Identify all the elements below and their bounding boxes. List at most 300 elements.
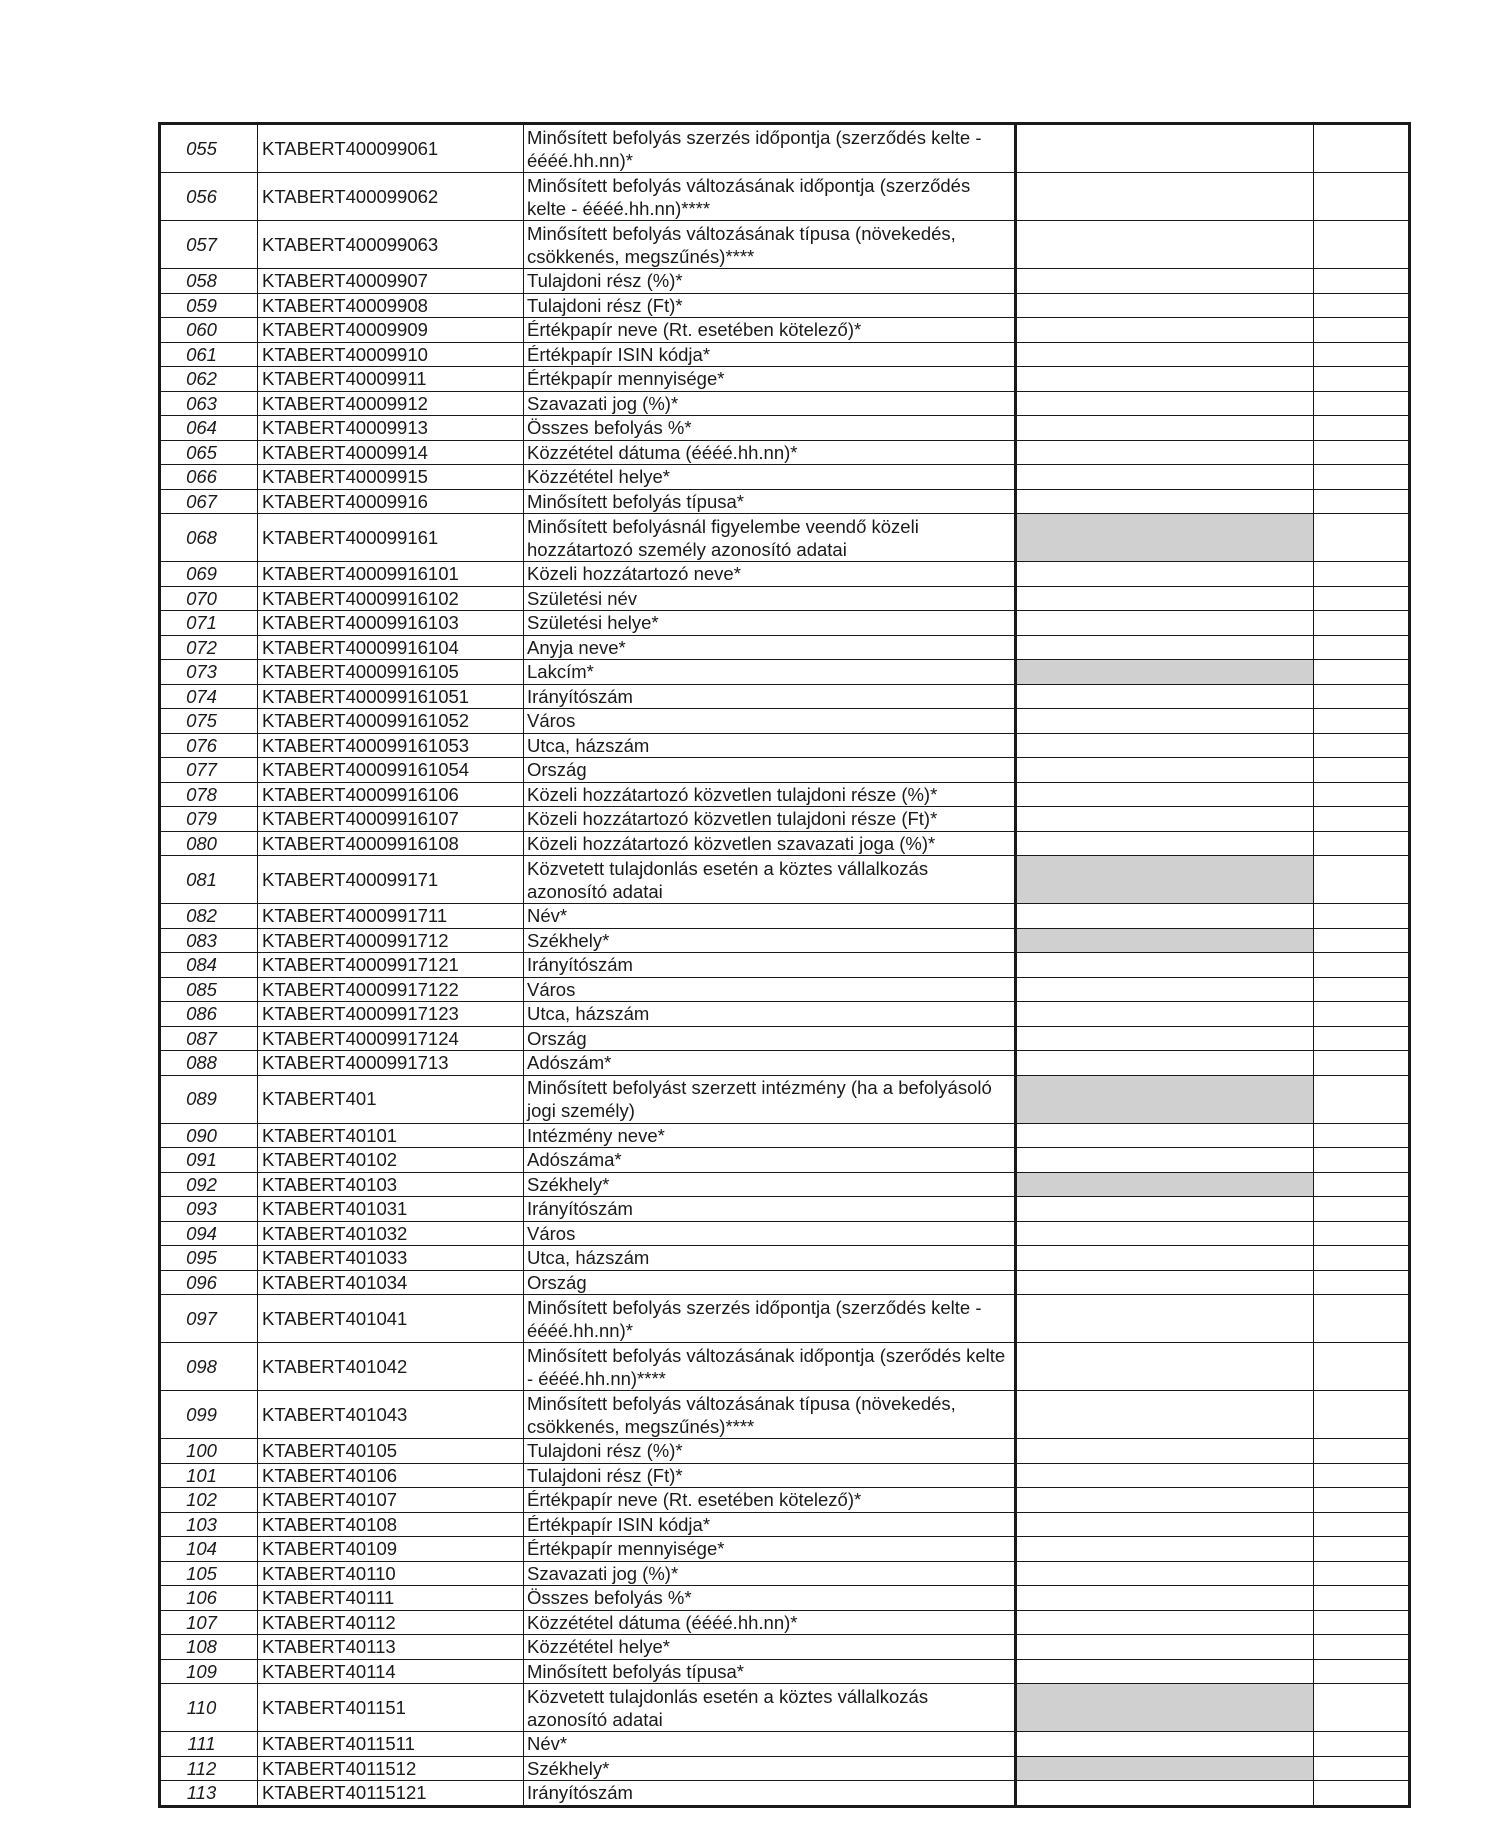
row-number: 088 bbox=[160, 1051, 258, 1076]
value-cell[interactable] bbox=[1016, 1512, 1314, 1537]
extra-cell[interactable] bbox=[1314, 1610, 1410, 1635]
row-number: 060 bbox=[160, 318, 258, 343]
value-cell[interactable] bbox=[1016, 684, 1314, 709]
row-number: 104 bbox=[160, 1537, 258, 1562]
table-row bbox=[160, 831, 1410, 856]
extra-cell[interactable] bbox=[1314, 1512, 1410, 1537]
field-description: Utca, házszám bbox=[524, 1002, 1016, 1027]
field-description: Minősített befolyás változásának időpontja (szerődés kelte - éééé.hh.nn)**** bbox=[524, 1343, 1016, 1391]
field-code: KTABERT40103 bbox=[258, 1172, 524, 1197]
extra-cell[interactable] bbox=[1314, 904, 1410, 929]
table-row bbox=[160, 660, 1410, 685]
value-cell[interactable] bbox=[1016, 977, 1314, 1002]
table-row bbox=[160, 1488, 1410, 1513]
row-number: 057 bbox=[160, 221, 258, 269]
row-number: 075 bbox=[160, 709, 258, 734]
value-cell[interactable] bbox=[1016, 1684, 1314, 1732]
extra-cell[interactable] bbox=[1314, 1026, 1410, 1051]
row-number: 082 bbox=[160, 904, 258, 929]
field-description: Minősített befolyás változásának típusa (növekedés, csökkenés, megszűnés)**** bbox=[524, 1391, 1016, 1439]
value-cell[interactable] bbox=[1016, 221, 1314, 269]
field-code: KTABERT4011511 bbox=[258, 1732, 524, 1757]
extra-cell[interactable] bbox=[1314, 562, 1410, 587]
table-row bbox=[160, 1123, 1410, 1148]
field-code: KTABERT401031 bbox=[258, 1197, 524, 1222]
field-code: KTABERT401042 bbox=[258, 1343, 524, 1391]
table-row bbox=[160, 1051, 1410, 1076]
extra-cell[interactable] bbox=[1314, 293, 1410, 318]
table-row bbox=[160, 1732, 1410, 1757]
row-number: 056 bbox=[160, 173, 258, 221]
row-number: 101 bbox=[160, 1463, 258, 1488]
value-cell[interactable] bbox=[1016, 1148, 1314, 1173]
table-row bbox=[160, 416, 1410, 441]
extra-cell[interactable] bbox=[1314, 807, 1410, 832]
extra-cell[interactable] bbox=[1314, 318, 1410, 343]
extra-cell[interactable] bbox=[1314, 416, 1410, 441]
extra-cell[interactable] bbox=[1314, 465, 1410, 490]
field-description: Név* bbox=[524, 904, 1016, 929]
field-description: Anyja neve* bbox=[524, 635, 1016, 660]
row-number: 062 bbox=[160, 367, 258, 392]
field-code: KTABERT401032 bbox=[258, 1221, 524, 1246]
field-description: Minősített befolyásnál figyelembe veendő közeli hozzátartozó személy azonosító adatai bbox=[524, 514, 1016, 562]
value-cell[interactable] bbox=[1016, 1756, 1314, 1781]
extra-cell[interactable] bbox=[1314, 1270, 1410, 1295]
value-cell[interactable] bbox=[1016, 807, 1314, 832]
value-cell[interactable] bbox=[1016, 1270, 1314, 1295]
extra-cell[interactable] bbox=[1314, 1781, 1410, 1807]
value-cell[interactable] bbox=[1016, 1123, 1314, 1148]
table-row bbox=[160, 514, 1410, 562]
field-description: Adószám* bbox=[524, 1051, 1016, 1076]
row-number: 067 bbox=[160, 489, 258, 514]
value-cell[interactable] bbox=[1016, 416, 1314, 441]
table-row bbox=[160, 367, 1410, 392]
field-code: KTABERT40114 bbox=[258, 1659, 524, 1684]
row-number: 090 bbox=[160, 1123, 258, 1148]
field-description: Tulajdoni rész (Ft)* bbox=[524, 293, 1016, 318]
value-cell[interactable] bbox=[1016, 1075, 1314, 1123]
row-number: 093 bbox=[160, 1197, 258, 1222]
value-cell[interactable] bbox=[1016, 1197, 1314, 1222]
row-number: 102 bbox=[160, 1488, 258, 1513]
row-number: 099 bbox=[160, 1391, 258, 1439]
extra-cell[interactable] bbox=[1314, 635, 1410, 660]
extra-cell[interactable] bbox=[1314, 342, 1410, 367]
extra-cell[interactable] bbox=[1314, 124, 1410, 173]
table-row bbox=[160, 1172, 1410, 1197]
row-number: 080 bbox=[160, 831, 258, 856]
table-row bbox=[160, 489, 1410, 514]
table-row bbox=[160, 1343, 1410, 1391]
field-code: KTABERT40109 bbox=[258, 1537, 524, 1562]
value-cell[interactable] bbox=[1016, 342, 1314, 367]
field-code: KTABERT40009916108 bbox=[258, 831, 524, 856]
row-number: 085 bbox=[160, 977, 258, 1002]
value-cell[interactable] bbox=[1016, 1295, 1314, 1343]
extra-cell[interactable] bbox=[1314, 856, 1410, 904]
field-code: KTABERT40101 bbox=[258, 1123, 524, 1148]
table-row bbox=[160, 173, 1410, 221]
field-code: KTABERT40009910 bbox=[258, 342, 524, 367]
extra-cell[interactable] bbox=[1314, 758, 1410, 783]
table-row bbox=[160, 684, 1410, 709]
field-description: Szavazati jog (%)* bbox=[524, 391, 1016, 416]
table-row bbox=[160, 1221, 1410, 1246]
table-row bbox=[160, 928, 1410, 953]
value-cell[interactable] bbox=[1016, 1659, 1314, 1684]
row-number: 092 bbox=[160, 1172, 258, 1197]
value-cell[interactable] bbox=[1016, 367, 1314, 392]
value-cell[interactable] bbox=[1016, 318, 1314, 343]
extra-cell[interactable] bbox=[1314, 173, 1410, 221]
value-cell[interactable] bbox=[1016, 1635, 1314, 1660]
value-cell[interactable] bbox=[1016, 173, 1314, 221]
table-body bbox=[160, 124, 1410, 1807]
extra-cell[interactable] bbox=[1314, 269, 1410, 294]
value-cell[interactable] bbox=[1016, 928, 1314, 953]
field-code: KTABERT4000991711 bbox=[258, 904, 524, 929]
extra-cell[interactable] bbox=[1314, 440, 1410, 465]
field-description: Irányítószám bbox=[524, 953, 1016, 978]
extra-cell[interactable] bbox=[1314, 367, 1410, 392]
extra-cell[interactable] bbox=[1314, 977, 1410, 1002]
extra-cell[interactable] bbox=[1314, 1463, 1410, 1488]
extra-cell[interactable] bbox=[1314, 1391, 1410, 1439]
field-code: KTABERT400099161054 bbox=[258, 758, 524, 783]
table-row bbox=[160, 904, 1410, 929]
extra-cell[interactable] bbox=[1314, 611, 1410, 636]
value-cell[interactable] bbox=[1016, 1610, 1314, 1635]
row-number: 081 bbox=[160, 856, 258, 904]
value-cell[interactable] bbox=[1016, 782, 1314, 807]
field-code: KTABERT40009913 bbox=[258, 416, 524, 441]
row-number: 113 bbox=[160, 1781, 258, 1807]
extra-cell[interactable] bbox=[1314, 1123, 1410, 1148]
extra-cell[interactable] bbox=[1314, 733, 1410, 758]
value-cell[interactable] bbox=[1016, 831, 1314, 856]
field-description: Értékpapír ISIN kódja* bbox=[524, 342, 1016, 367]
value-cell[interactable] bbox=[1016, 586, 1314, 611]
field-code: KTABERT40009916106 bbox=[258, 782, 524, 807]
table-row bbox=[160, 1270, 1410, 1295]
extra-cell[interactable] bbox=[1314, 1148, 1410, 1173]
table-row bbox=[160, 1391, 1410, 1439]
value-cell[interactable] bbox=[1016, 660, 1314, 685]
field-code: KTABERT40106 bbox=[258, 1463, 524, 1488]
table-row bbox=[160, 611, 1410, 636]
extra-cell[interactable] bbox=[1314, 782, 1410, 807]
row-number: 063 bbox=[160, 391, 258, 416]
table-row bbox=[160, 562, 1410, 587]
table-row bbox=[160, 342, 1410, 367]
table-row bbox=[160, 1659, 1410, 1684]
table-row bbox=[160, 709, 1410, 734]
field-code: KTABERT40009917122 bbox=[258, 977, 524, 1002]
value-cell[interactable] bbox=[1016, 440, 1314, 465]
extra-cell[interactable] bbox=[1314, 1051, 1410, 1076]
extra-cell[interactable] bbox=[1314, 1561, 1410, 1586]
field-description: Minősített befolyás változásának időpontja (szerződés kelte - éééé.hh.nn)**** bbox=[524, 173, 1016, 221]
field-description: Név* bbox=[524, 1732, 1016, 1757]
value-cell[interactable] bbox=[1016, 465, 1314, 490]
field-code: KTABERT401041 bbox=[258, 1295, 524, 1343]
extra-cell[interactable] bbox=[1314, 1635, 1410, 1660]
extra-cell[interactable] bbox=[1314, 1221, 1410, 1246]
field-description: Székhely* bbox=[524, 928, 1016, 953]
row-number: 112 bbox=[160, 1756, 258, 1781]
value-cell[interactable] bbox=[1016, 269, 1314, 294]
field-code: KTABERT40115121 bbox=[258, 1781, 524, 1807]
table-row bbox=[160, 1002, 1410, 1027]
table-row bbox=[160, 782, 1410, 807]
extra-cell[interactable] bbox=[1314, 391, 1410, 416]
field-description: Közzététel helye* bbox=[524, 465, 1016, 490]
value-cell[interactable] bbox=[1016, 514, 1314, 562]
value-cell[interactable] bbox=[1016, 1586, 1314, 1611]
field-code: KTABERT401034 bbox=[258, 1270, 524, 1295]
value-cell[interactable] bbox=[1016, 1439, 1314, 1464]
field-description: Város bbox=[524, 977, 1016, 1002]
value-cell[interactable] bbox=[1016, 562, 1314, 587]
field-code: KTABERT40009916103 bbox=[258, 611, 524, 636]
row-number: 110 bbox=[160, 1684, 258, 1732]
value-cell[interactable] bbox=[1016, 953, 1314, 978]
extra-cell[interactable] bbox=[1314, 1002, 1410, 1027]
row-number: 111 bbox=[160, 1732, 258, 1757]
field-description: Közzététel dátuma (éééé.hh.nn)* bbox=[524, 1610, 1016, 1635]
table-row bbox=[160, 293, 1410, 318]
field-description: Tulajdoni rész (%)* bbox=[524, 269, 1016, 294]
extra-cell[interactable] bbox=[1314, 1439, 1410, 1464]
table-row bbox=[160, 1635, 1410, 1660]
table-row bbox=[160, 1026, 1410, 1051]
extra-cell[interactable] bbox=[1314, 1537, 1410, 1562]
table-row bbox=[160, 1781, 1410, 1807]
extra-cell[interactable] bbox=[1314, 1684, 1410, 1732]
value-cell[interactable] bbox=[1016, 1002, 1314, 1027]
field-code: KTABERT40009908 bbox=[258, 293, 524, 318]
extra-cell[interactable] bbox=[1314, 1246, 1410, 1271]
table-row bbox=[160, 807, 1410, 832]
extra-cell[interactable] bbox=[1314, 1075, 1410, 1123]
row-number: 095 bbox=[160, 1246, 258, 1271]
field-description: Értékpapír ISIN kódja* bbox=[524, 1512, 1016, 1537]
value-cell[interactable] bbox=[1016, 124, 1314, 173]
field-code: KTABERT400099171 bbox=[258, 856, 524, 904]
field-description: Születési név bbox=[524, 586, 1016, 611]
field-code: KTABERT40009907 bbox=[258, 269, 524, 294]
extra-cell[interactable] bbox=[1314, 953, 1410, 978]
table-row bbox=[160, 1075, 1410, 1123]
field-description: Intézmény neve* bbox=[524, 1123, 1016, 1148]
table-row bbox=[160, 1197, 1410, 1222]
value-cell[interactable] bbox=[1016, 1781, 1314, 1807]
row-number: 076 bbox=[160, 733, 258, 758]
row-number: 055 bbox=[160, 124, 258, 173]
field-description: Közeli hozzátartozó közvetlen tulajdoni része (Ft)* bbox=[524, 807, 1016, 832]
field-description: Utca, házszám bbox=[524, 733, 1016, 758]
field-description: Ország bbox=[524, 1026, 1016, 1051]
value-cell[interactable] bbox=[1016, 293, 1314, 318]
extra-cell[interactable] bbox=[1314, 709, 1410, 734]
field-code: KTABERT400099161051 bbox=[258, 684, 524, 709]
extra-cell[interactable] bbox=[1314, 660, 1410, 685]
field-description: Ország bbox=[524, 1270, 1016, 1295]
row-number: 083 bbox=[160, 928, 258, 953]
table-row bbox=[160, 1512, 1410, 1537]
field-description: Közzététel dátuma (éééé.hh.nn)* bbox=[524, 440, 1016, 465]
value-cell[interactable] bbox=[1016, 1221, 1314, 1246]
value-cell[interactable] bbox=[1016, 1561, 1314, 1586]
table-row bbox=[160, 733, 1410, 758]
table-row bbox=[160, 1295, 1410, 1343]
row-number: 074 bbox=[160, 684, 258, 709]
field-code: KTABERT401 bbox=[258, 1075, 524, 1123]
extra-cell[interactable] bbox=[1314, 1732, 1410, 1757]
field-description: Minősített befolyás típusa* bbox=[524, 1659, 1016, 1684]
extra-cell[interactable] bbox=[1314, 586, 1410, 611]
field-description: Irányítószám bbox=[524, 684, 1016, 709]
field-description: Irányítószám bbox=[524, 1197, 1016, 1222]
table-row bbox=[160, 953, 1410, 978]
value-cell[interactable] bbox=[1016, 1246, 1314, 1271]
value-cell[interactable] bbox=[1016, 1026, 1314, 1051]
value-cell[interactable] bbox=[1016, 489, 1314, 514]
value-cell[interactable] bbox=[1016, 1172, 1314, 1197]
value-cell[interactable] bbox=[1016, 611, 1314, 636]
row-number: 078 bbox=[160, 782, 258, 807]
field-description: Értékpapír mennyisége* bbox=[524, 367, 1016, 392]
table-row bbox=[160, 635, 1410, 660]
field-description: Utca, házszám bbox=[524, 1246, 1016, 1271]
extra-cell[interactable] bbox=[1314, 684, 1410, 709]
field-code: KTABERT400099161052 bbox=[258, 709, 524, 734]
row-number: 068 bbox=[160, 514, 258, 562]
row-number: 084 bbox=[160, 953, 258, 978]
row-number: 071 bbox=[160, 611, 258, 636]
extra-cell[interactable] bbox=[1314, 928, 1410, 953]
value-cell[interactable] bbox=[1016, 709, 1314, 734]
table-row bbox=[160, 221, 1410, 269]
field-description: Székhely* bbox=[524, 1756, 1016, 1781]
field-code: KTABERT40105 bbox=[258, 1439, 524, 1464]
value-cell[interactable] bbox=[1016, 1051, 1314, 1076]
extra-cell[interactable] bbox=[1314, 514, 1410, 562]
extra-cell[interactable] bbox=[1314, 221, 1410, 269]
field-description: Minősített befolyás szerzés időpontja (szerződés kelte - éééé.hh.nn)* bbox=[524, 1295, 1016, 1343]
row-number: 091 bbox=[160, 1148, 258, 1173]
field-code: KTABERT40113 bbox=[258, 1635, 524, 1660]
field-code: KTABERT401043 bbox=[258, 1391, 524, 1439]
field-description: Lakcím* bbox=[524, 660, 1016, 685]
extra-cell[interactable] bbox=[1314, 1659, 1410, 1684]
data-sheet-table bbox=[158, 122, 1411, 1808]
extra-cell[interactable] bbox=[1314, 1488, 1410, 1513]
field-code: KTABERT401033 bbox=[258, 1246, 524, 1271]
field-code: KTABERT40009916107 bbox=[258, 807, 524, 832]
value-cell[interactable] bbox=[1016, 635, 1314, 660]
table-row bbox=[160, 1246, 1410, 1271]
row-number: 108 bbox=[160, 1635, 258, 1660]
field-code: KTABERT40009911 bbox=[258, 367, 524, 392]
field-code: KTABERT40009916 bbox=[258, 489, 524, 514]
row-number: 106 bbox=[160, 1586, 258, 1611]
field-code: KTABERT40009917123 bbox=[258, 1002, 524, 1027]
extra-cell[interactable] bbox=[1314, 831, 1410, 856]
field-description: Minősített befolyást szerzett intézmény (ha a befolyásoló jogi személy) bbox=[524, 1075, 1016, 1123]
value-cell[interactable] bbox=[1016, 1343, 1314, 1391]
row-number: 086 bbox=[160, 1002, 258, 1027]
table-row bbox=[160, 758, 1410, 783]
field-code: KTABERT40009916105 bbox=[258, 660, 524, 685]
row-number: 061 bbox=[160, 342, 258, 367]
row-number: 059 bbox=[160, 293, 258, 318]
field-description: Tulajdoni rész (%)* bbox=[524, 1439, 1016, 1464]
extra-cell[interactable] bbox=[1314, 1197, 1410, 1222]
field-code: KTABERT4000991713 bbox=[258, 1051, 524, 1076]
field-code: KTABERT40009916101 bbox=[258, 562, 524, 587]
field-code: KTABERT400099061 bbox=[258, 124, 524, 173]
field-description: Összes befolyás %* bbox=[524, 416, 1016, 441]
extra-cell[interactable] bbox=[1314, 1172, 1410, 1197]
field-description: Minősített befolyás szerzés időpontja (szerződés kelte - éééé.hh.nn)* bbox=[524, 124, 1016, 173]
field-description: Közvetett tulajdonlás esetén a köztes vállalkozás azonosító adatai bbox=[524, 856, 1016, 904]
value-cell[interactable] bbox=[1016, 1537, 1314, 1562]
field-description: Összes befolyás %* bbox=[524, 1586, 1016, 1611]
extra-cell[interactable] bbox=[1314, 1343, 1410, 1391]
row-number: 100 bbox=[160, 1439, 258, 1464]
table-row bbox=[160, 1684, 1410, 1732]
row-number: 079 bbox=[160, 807, 258, 832]
field-description: Értékpapír mennyisége* bbox=[524, 1537, 1016, 1562]
value-cell[interactable] bbox=[1016, 1391, 1314, 1439]
field-code: KTABERT400099161 bbox=[258, 514, 524, 562]
row-number: 096 bbox=[160, 1270, 258, 1295]
row-number: 105 bbox=[160, 1561, 258, 1586]
value-cell[interactable] bbox=[1016, 1732, 1314, 1757]
field-code: KTABERT40009915 bbox=[258, 465, 524, 490]
field-description: Minősített befolyás típusa* bbox=[524, 489, 1016, 514]
field-code: KTABERT400099063 bbox=[258, 221, 524, 269]
field-description: Közeli hozzátartozó közvetlen szavazati joga (%)* bbox=[524, 831, 1016, 856]
value-cell[interactable] bbox=[1016, 856, 1314, 904]
value-cell[interactable] bbox=[1016, 1463, 1314, 1488]
table-row bbox=[160, 977, 1410, 1002]
value-cell[interactable] bbox=[1016, 758, 1314, 783]
row-number: 070 bbox=[160, 586, 258, 611]
extra-cell[interactable] bbox=[1314, 1756, 1410, 1781]
extra-cell[interactable] bbox=[1314, 1586, 1410, 1611]
row-number: 072 bbox=[160, 635, 258, 660]
value-cell[interactable] bbox=[1016, 904, 1314, 929]
table-row bbox=[160, 856, 1410, 904]
extra-cell[interactable] bbox=[1314, 489, 1410, 514]
field-code: KTABERT40009909 bbox=[258, 318, 524, 343]
value-cell[interactable] bbox=[1016, 1488, 1314, 1513]
field-description: Ország bbox=[524, 758, 1016, 783]
field-description: Értékpapír neve (Rt. esetében kötelező)* bbox=[524, 1488, 1016, 1513]
row-number: 069 bbox=[160, 562, 258, 587]
table-row bbox=[160, 1148, 1410, 1173]
value-cell[interactable] bbox=[1016, 733, 1314, 758]
value-cell[interactable] bbox=[1016, 391, 1314, 416]
row-number: 065 bbox=[160, 440, 258, 465]
row-number: 087 bbox=[160, 1026, 258, 1051]
extra-cell[interactable] bbox=[1314, 1295, 1410, 1343]
table-row bbox=[160, 1561, 1410, 1586]
